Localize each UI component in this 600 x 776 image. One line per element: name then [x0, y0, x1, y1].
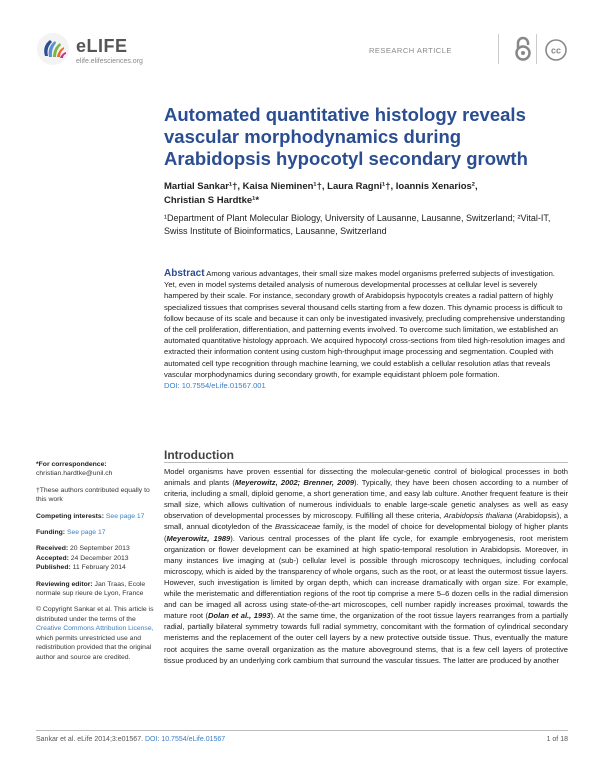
body-text: family, is the model of choice for developmental biology of higher plants ( — [164, 522, 568, 543]
copyright-text: Copyright Sankar et al. This article is distributed under the terms of the — [36, 606, 154, 623]
copyright — [36, 605, 154, 661]
funding — [36, 528, 154, 537]
accepted-label: Accepted: — [36, 554, 69, 562]
elife-logo-icon — [36, 32, 70, 66]
creative-commons-icon — [544, 38, 568, 62]
citation-link[interactable]: Dolan et al., 1993 — [208, 611, 271, 621]
received-label: Received: — [36, 545, 69, 553]
equal-contribution-note: †These authors contributed equally to this work — [36, 486, 150, 504]
funding-link[interactable]: See page 17 — [66, 529, 106, 537]
footer-citation — [36, 736, 225, 743]
open-access-icon — [512, 36, 534, 62]
correspondence-label: *For correspondence: — [36, 461, 107, 468]
correspondence-email[interactable]: christian.hardtke@unil.ch — [36, 470, 113, 478]
header-divider — [498, 34, 499, 64]
funding-label: Funding: — [36, 529, 66, 537]
citation-text: Sankar et al. eLife 2014;3:e01567. — [36, 736, 144, 743]
abstract-doi-link[interactable]: DOI: 10.7554/eLife.01567.001 — [164, 381, 266, 391]
page-number: 1 of 18 — [546, 736, 568, 743]
competing-label: Competing interests: — [36, 512, 104, 520]
body-text: (Arabidopsis), a small, annual dicotyledon of the — [164, 511, 568, 532]
copyright-icon: © — [36, 606, 42, 614]
logo-url[interactable]: elife.elifesciences.org — [76, 58, 143, 65]
footer-doi-link[interactable]: DOI: 10.7554/eLife.01567 — [144, 736, 226, 743]
correspondence — [36, 460, 154, 479]
article-info-sidebar — [36, 460, 154, 669]
published-label: Published: — [36, 564, 71, 572]
reviewing-editor — [36, 580, 154, 599]
dates — [36, 544, 154, 572]
abstract-text: Among various advantages, their small size makes model organisms preferred subjects of investigation. Yet, even in model systems detailed analysis of numerous developmental processes at cellular level is severely hampered by their scale. For instance, secondary growth of Arabidopsis hypocotyls creates a radial pattern of highly specialized tissues that comprises several thousand cells starting from a few dozen. This dynamic process is difficult to follow because of its scale and because it can only be investigated invasively, precluding comprehensive understanding of the cell proliferation, differentiation, and patterning events involved. To overcome such limitation, we established an automated quantitative histology approach. We acquired hypocotyl cross-sections from tiled high-resolution images and extracted their information content using custom high-throughput image processing and segmentation. Coupled with automated cell type recognition through machine learning, we could establish a cellular resolution atlas that reveals vascular morphodynamics during secondary growth, for example equidistant phloem pole formation. — [164, 269, 565, 379]
article-type-label: RESEARCH ARTICLE — [369, 46, 452, 55]
section-rule — [164, 462, 568, 463]
family-name: Brassicaceae — [274, 522, 321, 532]
copyright-text: which permits unrestricted use and redistribution provided that the original author and source are credited. — [36, 634, 152, 661]
citation-link[interactable]: Meyerowitz, 2002; Brenner, 2009 — [234, 478, 355, 488]
accepted-date: 24 December 2013 — [70, 554, 129, 562]
citation-link[interactable]: Meyerowitz, 1989 — [166, 533, 231, 543]
received-date: 20 September 2013 — [70, 545, 130, 553]
introduction-heading: Introduction — [164, 448, 234, 462]
species-name: Arabidopsis thaliana — [443, 511, 513, 521]
body-text: Model organisms have proven essential for dissecting the molecular-genetic control of biological processes in both animals and plants ( — [164, 467, 568, 488]
body-text: ). Typically, they have been chosen according to a number of criteria, including a small, diploid genome, a short generation time, and easy lab culture. Another frequent feature is their small size, which allows cultivation of numerous individuals to enable large-scale genetic analyses as well as easy observation of developmental processes by microscopy. Fulfilling all these criteria, — [164, 478, 568, 521]
body-text: ). Various central processes of the plant life cycle, for example embryogenesis, root meristem organization or flower development can be examined at high spatio-temporal resolution in Arabidopsis. Moreover, in many instances live imaging at (sub-) cellular level is possible through microscopy techniques, including confocal microscopy, which is aided by the transparency of whole organs, such as the root, or at least the outermost tissue layers. However, such investigation is limited by organ depth, which can increase dramatically with organ size. For example, while the meristematic and differentiation regions of the root tip comprise a mere 5–6 dozen cells in the radial dimension and can be imaged all across using state-of-the-art microscopes, cell number rapidly increases proximal, towards the mature root ( — [164, 533, 568, 621]
editor-label: Reviewing editor: — [36, 580, 93, 588]
author-line: Christian S Hardtke¹* — [164, 194, 260, 206]
abstract — [164, 268, 568, 391]
editor-value: Jan Traas, Ecole normale sup rieure de Lyon, France — [36, 580, 146, 598]
body-text: ). At the same time, the organization of the root tissue layers rearranges from a partially radial, partially bilateral symmetry towards full radial symmetry, concomitant with the formation of cylindrical secondary meristems and the replacement of the outer cell layers by a new protective outside tissue. Thus, eventually the mature root acquires the same overall organization as the mature aboveground stems, that is a few cell layers of protective tissue produced by an underlying cork cambium that surround the vascular tissues. The latter are produced by another — [164, 611, 568, 665]
footer-rule — [36, 730, 568, 731]
article-title: Automated quantitative histology reveals vascular morphodynamics during Arabidopsis hypocotyl secondary growth — [164, 104, 528, 169]
page-header — [36, 30, 576, 70]
author-line: Martial Sankar¹†, Kaisa Nieminen¹†, Laura Ragni¹†, Ioannis Xenarios², — [164, 181, 478, 192]
author-list — [164, 180, 564, 207]
license-link[interactable]: Creative Commons Attribution License, — [36, 625, 154, 633]
header-divider — [536, 34, 537, 64]
logo-text: eLIFE — [76, 36, 128, 56]
affiliations: ¹Department of Plant Molecular Biology, University of Lausanne, Lausanne, Switzerland; ²Vital-IT, Swiss Institute of Bioinformatics, Lausanne, Switzerland — [164, 213, 551, 236]
cc-label: cc — [550, 45, 562, 56]
competing-link[interactable]: See page 17 — [105, 512, 145, 520]
abstract-heading: Abstract — [164, 268, 205, 279]
published-date: 11 February 2014 — [72, 564, 126, 572]
introduction-body — [164, 466, 568, 666]
competing-interests — [36, 512, 154, 521]
